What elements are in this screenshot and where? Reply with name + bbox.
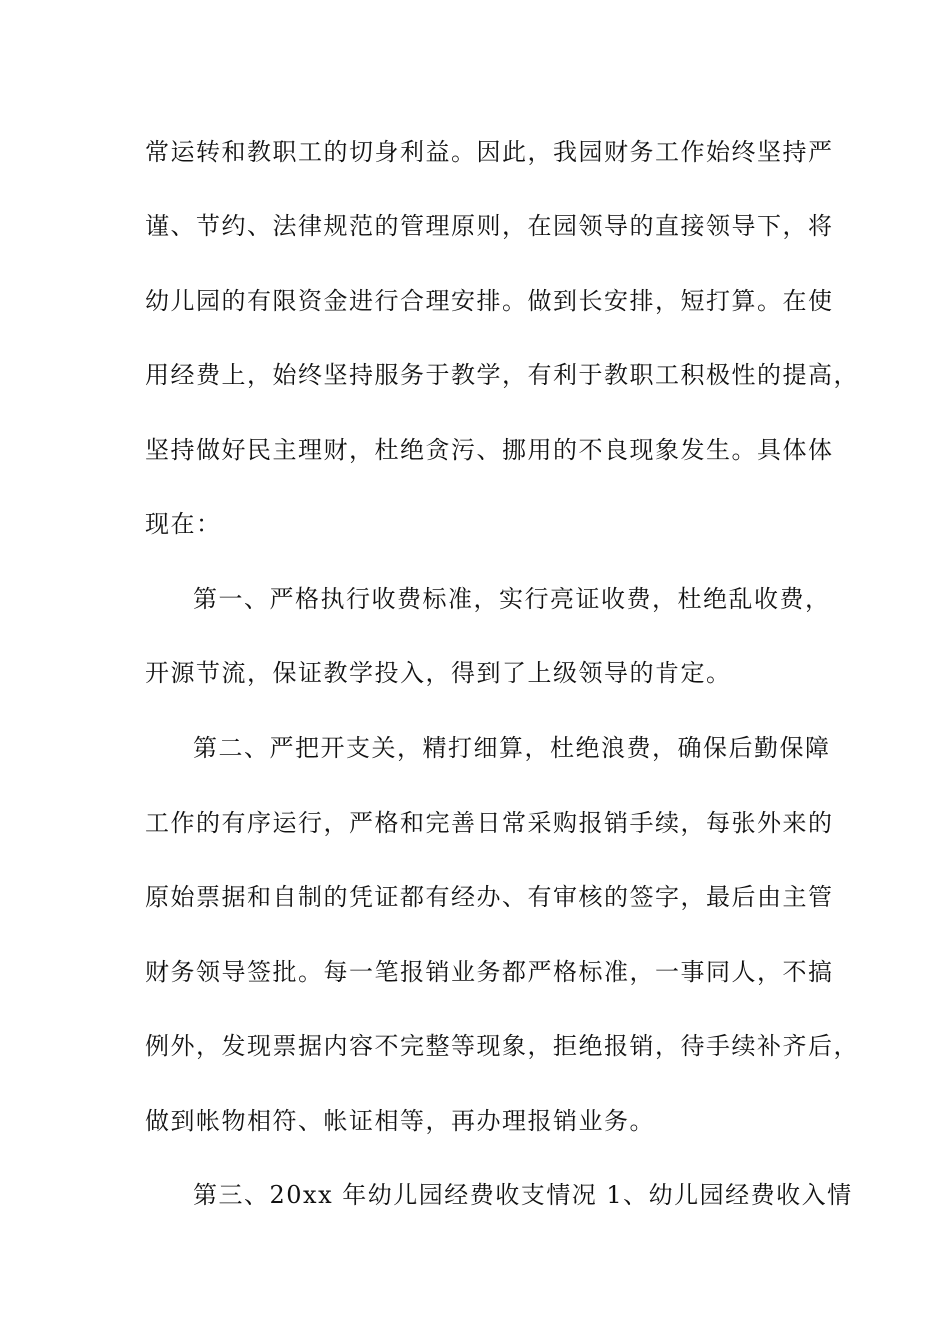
paragraph-line: 用经费上，始终坚持服务于教学，有利于教职工积极性的提高， — [145, 361, 859, 389]
paragraph-line: 开源节流，保证教学投入，得到了上级领导的肯定。 — [145, 659, 732, 687]
paragraph-line: 谨、节约、法律规范的管理原则，在园领导的直接领导下，将 — [145, 212, 834, 240]
paragraph-line: 例外，发现票据内容不完整等现象，拒绝报销，待手续补齐后， — [145, 1032, 859, 1060]
paragraph-line: 幼儿园的有限资金进行合理安排。做到长安排，短打算。在使 — [145, 287, 834, 315]
paragraph-line: 第三、20xx 年幼儿园经费收支情况 1、幼儿园经费收入情 — [193, 1181, 853, 1209]
paragraph-line: 原始票据和自制的凭证都有经办、有审核的签字，最后由主管 — [145, 883, 834, 911]
paragraph-line: 工作的有序运行，严格和完善日常采购报销手续，每张外来的 — [145, 809, 834, 837]
paragraph-line: 常运转和教职工的切身利益。因此，我园财务工作始终坚持严 — [145, 138, 834, 166]
paragraph-line: 坚持做好民主理财，杜绝贪污、挪用的不良现象发生。具体体 — [145, 436, 834, 464]
paragraph-line: 做到帐物相符、帐证相等，再办理报销业务。 — [145, 1107, 655, 1135]
paragraph-line: 财务领导签批。每一笔报销业务都严格标准，一事同人，不搞 — [145, 958, 834, 986]
paragraph-line: 第二、严把开支关，精打细算，杜绝浪费，确保后勤保障 — [193, 734, 831, 762]
paragraph-line: 现在： — [145, 510, 222, 538]
paragraph-line: 第一、严格执行收费标准，实行亮证收费，杜绝乱收费， — [193, 585, 831, 613]
